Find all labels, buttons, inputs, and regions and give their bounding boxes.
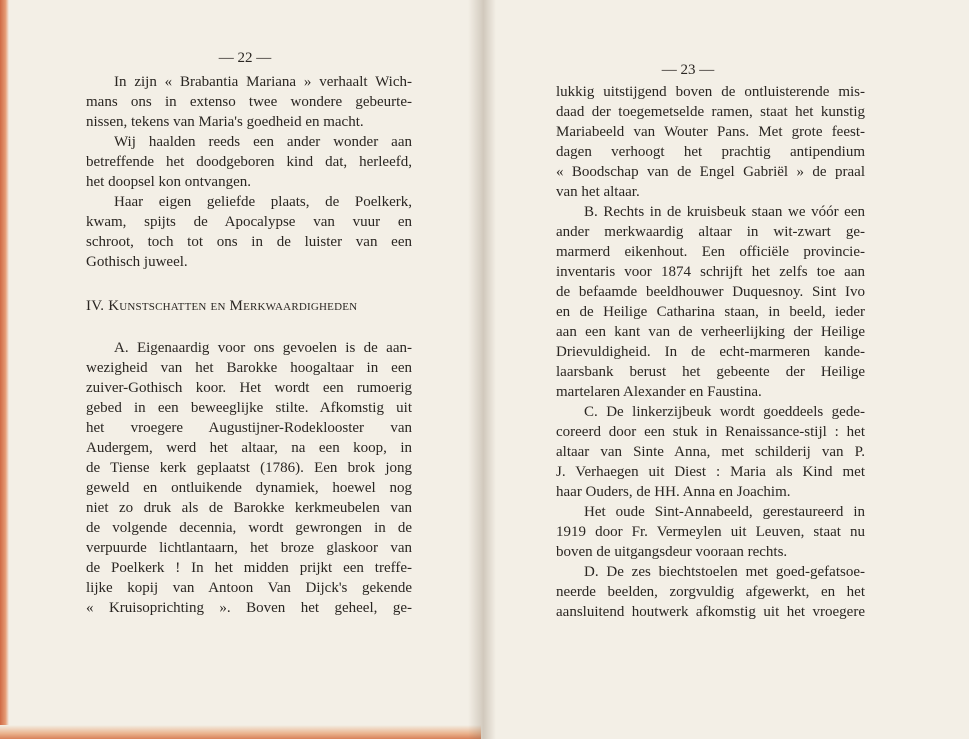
text-line: Wij haalden reeds een ander wonder aan — [114, 134, 412, 150]
book-gutter — [468, 0, 496, 739]
text-line: « Kruisoprichting ». Boven het geheel, ge- — [86, 600, 412, 616]
left-page-text — [86, 72, 412, 618]
text-line: de Tiense kerk geplaatst (1786). Een brok jong — [86, 460, 412, 476]
page-number-right: — 23 — — [661, 62, 715, 78]
left-page — [0, 0, 481, 739]
text-line: aan een kant van de verheerlijking der Heilige — [556, 324, 865, 340]
section-heading-text: IV. Kunstschatten en Merkwaardigheden — [86, 298, 358, 314]
text-line: Audergem, werd het altaar, na een koop, in — [86, 440, 412, 456]
text-line: het doopsel kon ontvangen. — [86, 174, 251, 190]
right-page — [481, 0, 969, 739]
text-line: wezigheid van het Barokke hoogaltaar in een — [86, 360, 412, 376]
text-line: kwam, spijts de Apocalypse van vuur en — [86, 214, 412, 230]
text-line: neerde beelden, zorgvuldig afgewerkt, en het — [556, 584, 865, 600]
text-line: haar Ouders, de HH. Anna en Joachim. — [556, 484, 791, 500]
text-line: mans ons in extenso twee wondere gebeurte- — [86, 94, 412, 110]
text-line: Drievuldigheid. In de echt-marmeren kande- — [556, 344, 865, 360]
text-line: het vroegere Augustijner-Rodeklooster van — [86, 420, 412, 436]
text-line: laarsbank berust het gebeente der Heilige — [556, 364, 865, 380]
text-line: schroot, toch tot ons in de luister van een — [86, 234, 412, 250]
text-line: lijke kopij van Antoon Van Dijck's gekende — [86, 580, 412, 596]
section-heading — [86, 296, 412, 316]
text-line: coreerd door een stuk in Renaissance-stijl : het — [556, 424, 865, 440]
text-line: gebed in een beweeglijke stilte. Afkomstig uit — [86, 400, 412, 416]
text-line: zuiver-Gothisch koor. Het wordt een rumoerig — [86, 380, 412, 396]
text-line: D. De zes biechtstoelen met goed-gefatsoe- — [584, 564, 865, 580]
text-line: geweld en ontluikende dynamiek, hoewel nog — [86, 480, 412, 496]
text-line: van het altaar. — [556, 184, 640, 200]
text-line: lukkig uitstijgend boven de ontluisterende mis- — [556, 84, 865, 100]
page-edge-bottom — [0, 725, 481, 739]
text-line: « Boodschap van de Engel Gabriël » de praal — [556, 164, 865, 180]
text-line: 1919 door Fr. Vermeylen uit Leuven, staat nu — [556, 524, 865, 540]
text-line: ander merkwaardig altaar in wit-zwart ge- — [556, 224, 865, 240]
text-line: aansluitend houtwerk afkomstig uit het vroegere — [556, 604, 865, 620]
text-line: altaar van Sinte Anna, met schilderij van P. — [556, 444, 865, 460]
text-line: en de Heilige Catharina staan, in beeld, ieder — [556, 304, 865, 320]
text-line: Het oude Sint-Annabeeld, gerestaureerd in — [584, 504, 865, 520]
right-page-text — [556, 82, 865, 622]
text-line: inventaris voor 1874 schrijft het zelfs toe aan — [556, 264, 865, 280]
text-line: de befaamde beeldhouwer Duquesnoy. Sint Ivo — [556, 284, 865, 300]
text-line: In zijn « Brabantia Mariana » verhaalt Wich- — [114, 74, 412, 90]
text-line: J. Verhaegen uit Diest : Maria als Kind met — [556, 464, 865, 480]
text-line: Mariabeeld van Wouter Pans. Met grote feest- — [556, 124, 865, 140]
text-line: martelaren Alexander en Faustina. — [556, 384, 762, 400]
text-line: betreffende het doodgeboren kind dat, herleefd, — [86, 154, 412, 170]
text-line: C. De linkerzijbeuk wordt goeddeels gede- — [584, 404, 865, 420]
text-line: Haar eigen geliefde plaats, de Poelkerk, — [114, 194, 412, 210]
text-line: Gothisch juweel. — [86, 254, 188, 270]
text-line: de Poelkerk ! In het midden prijkt een treffe- — [86, 560, 412, 576]
text-line: de volgende decennia, wordt gewrongen in de — [86, 520, 412, 536]
page-number-left: — 22 — — [218, 50, 272, 66]
page-edge-left — [0, 0, 9, 739]
text-line: B. Rechts in de kruisbeuk staan we vóór een — [584, 204, 865, 220]
text-line: boven de uitgangsdeur vooraan rechts. — [556, 544, 788, 560]
text-line: daad der toegemetselde ramen, staat het kunstig — [556, 104, 865, 120]
text-line: nissen, tekens van Maria's goedheid en macht. — [86, 114, 364, 130]
text-line: niet zo druk als de Barokke kerkmeubelen van — [86, 500, 412, 516]
text-line: dagen verhoogt het prachtig antipendium — [556, 144, 865, 160]
text-line: verpuurde lichtlantaarn, het broze glaskoor van — [86, 540, 412, 556]
text-line: A. Eigenaardig voor ons gevoelen is de aan- — [114, 340, 412, 356]
text-line: marmerd eikenhout. Een officiële provincie- — [556, 244, 865, 260]
